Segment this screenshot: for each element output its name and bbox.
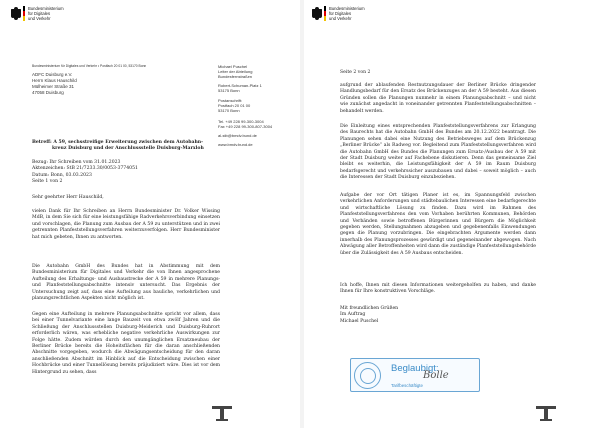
body-paragraph: Ich hoffe, Ihnen mit diesen Informationen weitergeholfen zu haben, und danke Ihnen für Ihre konstruktiven Vorschläge.	[340, 283, 536, 295]
flag-stripe-icon	[324, 6, 326, 21]
page-gutter	[300, 0, 304, 428]
ministry-logo-text: Bundesministerium für Digitales und Verkehr	[28, 6, 64, 21]
letter-page-2	[306, 0, 602, 428]
contact-fax: Fax +49 228 99-300-807-3004	[218, 123, 273, 129]
postal-label: Postanschrift:	[218, 98, 243, 104]
closing-block	[340, 306, 398, 325]
recipient-address	[32, 72, 77, 96]
body-paragraph: Die Autobahn GmbH des Bundes hat in Abstimmung mit dem Bundesministerium für Digitales und Verkehr die von Ihnen angesprochene Aufteilung des Erhaltungs- und Ausbaustrecke der A 59 in mehrere Planungs- und Planfeststellungsabschnitte intensiv untersucht. Das Ergebnis der Untersuchung zeigt auf, dass eine Aufteilung aus bauliche, verkehrlichen und planungsrechtlichen Aspekten nicht möglich ist.	[32, 264, 220, 302]
reference-block	[32, 160, 138, 186]
stamp-title: Beglaubigt:	[391, 363, 439, 374]
contact-block	[218, 64, 272, 147]
contact-address: 53175 Bonn	[218, 87, 240, 93]
recipient-line: ADFC Duisburg e.V.	[32, 72, 73, 77]
ministry-logo-text: Bundesministerium für Digitales und Verkehr	[329, 6, 365, 21]
postal-address: Postfach 20 01 00	[218, 103, 251, 109]
body-paragraph: Aufgabe der vor Ort tätigen Planer ist es, im Spannungsfeld zwischen verkehrlichen Anforderungen und städtebaulichen Interessen eine bedarfsgerechte und wirtschaftliche Lösung zu finden. Dazu wird im Rahmen des Planfeststellungsverfahrens den vom Vorhaben berührten Kommunen, Behörden und Verbänden sowie betroffenen Bürgerinnen und Bürgern die Möglichkeit gegeben werden, Stellungnahmen abzugeben und gegebenenfalls Einwendungen gegen die Planung vorzubringen. Die eingebrachten Argumente werden dann innerhalb des Planungsprozesses gewürdigt und gegeneinander abgewogen. Nach Abwägung aller Betroffenheiten wird dann die zuständige Planfeststellungsbehörde über die Zulässigkeit des A 59 Ausbaus entscheiden.	[340, 193, 536, 256]
subject-line: Betreff: A 59, sechsstreifige Erweiterung zwischen dem Autobahn- kreuz Duisburg und der Anschlussstelle Duisburg-Marxloh	[32, 140, 204, 152]
on-behalf: Im Auftrag	[340, 312, 366, 318]
contact-address: Robert-Schuman-Platz 1	[218, 82, 262, 88]
autobahn-logo-icon	[536, 406, 556, 422]
body-paragraph: vielen Dank für Ihr Schreiben an Herrn Bundesminister Dr. Volker Wissing MdB, in dem Sie sich für eine leistungsfähige Radverkehrsverbindung einsetzen und vorschlagen, die Planung zum Ausbau der A 59 zu unterstützen und in zwei getrennten Planfeststellungsverfahren weiterzuverfolgen. Herr Bundesminister hat mich gebeten, Ihnen zu antworten.	[32, 209, 220, 240]
body-paragraph: Die Einleitung eines entsprechenden Planfeststellungsverfahrens zur Erlangung des Baurechts hat die Autobahn GmbH des Bundes am 20.12.2022 beantragt. Die Planungen sehen dabei eine Nutzung des Betriebsweges auf dem Brückenzug „Berliner Brücke“ als Radweg vor. Begleitend zum Planfeststellungsverfahren wird die Autobahn GmbH des Bundes die Planungen zum Ersatz-/Ausbau der A 59 mit der Stadt Duisburg weiter auf Fachebene diskutieren. Denn das gemeinsame Ziel bleibt es weiterhin, die Leistungsfähigkeit der A 59 im Raum Duisburg bedarfsgerecht und verkehrssicher auszubauen und dabei – soweit möglich – auch die Interessen der Stadt Duisburg einzubeziehen.	[340, 124, 536, 181]
closing: Mit freundlichen Grüßen	[340, 306, 399, 311]
official-seal-icon	[354, 362, 381, 389]
contact-name: Michael Puschel	[218, 64, 248, 69]
letter-page-1	[2, 0, 298, 428]
page-count: Seite 2 von 2	[340, 70, 371, 75]
body-paragraph: aufgrund der ablaufenden Restnutzungsdauer der Berliner Brücke dringender Handlungsbedarf für den Ersatz des Brückenzuges an der A 59 besteht. Aus diesen Gründen sollen die Planungen nunmehr in einem Planungsabschnitt – und nicht wie zunächst angedacht in voneinander getrennten Planfeststellungsabschnitten – behandelt werden.	[340, 83, 536, 114]
flag-stripe-icon	[23, 6, 25, 21]
contact-website: www.bmdv.bund.de	[218, 142, 253, 148]
stamp-subtitle: Tarifbeschäftigte	[391, 383, 423, 388]
salutation: Sehr geehrter Herr Hauschild,	[32, 195, 104, 200]
recipient-line: 47058 Duisburg	[32, 90, 64, 95]
contact-role: Leiter der Abteilung	[218, 69, 253, 75]
stamp-signature: Bolle	[423, 370, 449, 381]
letter-date: Datum: Bonn, 03.03.2023	[32, 172, 92, 178]
recipient-line: Mülheimer Straße 31	[32, 84, 75, 89]
sender-return-line: Bundesministerium für Digitales und Verkehr • Postfach 20 01 00, 53170 Bonn	[32, 64, 147, 68]
federal-eagle-icon	[11, 7, 21, 20]
federal-eagle-icon	[312, 7, 322, 20]
page-count: Seite 1 von 2	[32, 179, 63, 185]
signer-name: Michael Puschel	[340, 318, 379, 324]
body-paragraph: Gegen eine Aufteilung in mehrere Planungsabschnitte spricht vor allem, dass bei einer Tunnelvariante eine lange Bauzeit von etwa zwölf Jahren und die Schließung der Anschlussstellen Duisburg-Meiderich und Duisburg-Ruhrort erforderlich wären, was erhebliche negative verkehrliche Auswirkungen zur Folge hätte. Zudem würden durch den unumgänglichen Ersatzneubau der Berliner Brücke bereits die Hoheitsflächen für die daran anschließenden Abschnitte vorgegeben, wodurch die Abwägungsentscheidung für den daran anschließenden Abschnitt im Hinblick auf die Entscheidung zwischen einer Hochbrücke und einer Tunnellösung bereits präjudiziert wäre. Dies ist vor dem Hintergrund zu sehen, dass	[32, 312, 220, 375]
contact-email: al-stb@bmdv.bund.de	[218, 133, 257, 139]
reference-line: Bezug: Ihr Schreiben vom 31.01.2023	[32, 160, 121, 165]
certification-stamp	[350, 358, 480, 392]
postal-address: 53170 Bonn	[218, 108, 240, 114]
recipient-line: Herrn Klaus Hauschild	[32, 78, 77, 83]
autobahn-logo-icon	[212, 406, 232, 422]
contact-role: Bundesfernstraßen	[218, 74, 253, 80]
contact-phone: Tel. +49 228 99-300-3004	[218, 118, 264, 124]
file-number: Aktenzeichen: StB 21/7233.30/0053-3774051	[32, 166, 138, 172]
